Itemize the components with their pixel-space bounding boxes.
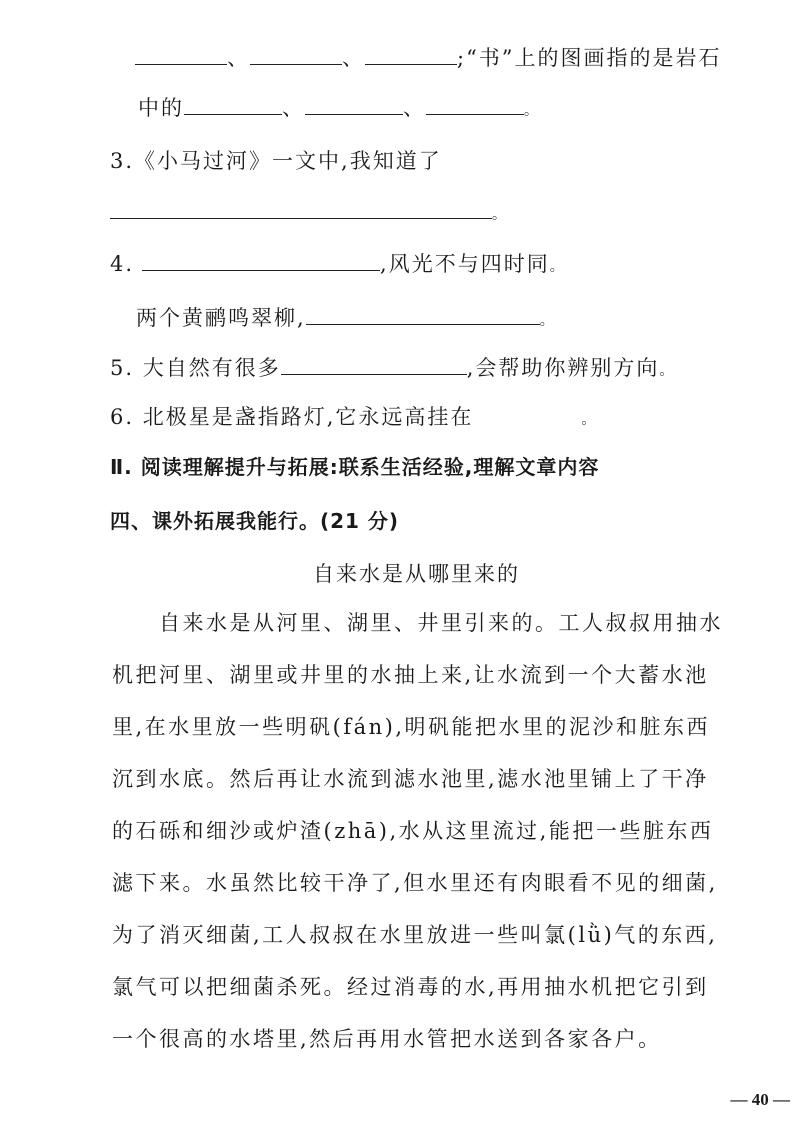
period: 。 (539, 313, 556, 329)
page-number: — 40 — (730, 1090, 790, 1109)
passage-line: 的石砾和细沙或炉渣(zhā),水从这里流过,能把一些脏东西 (112, 819, 714, 843)
question-2-line-2 (138, 92, 540, 126)
question-6 (110, 402, 597, 435)
answer-blank[interactable] (426, 92, 524, 115)
answer-blank[interactable] (110, 196, 492, 219)
passage-line: 为了消灭细菌,工人叔叔在水里放进一些叫氯(lǜ)气的东西, (112, 923, 718, 947)
separator: 、 (282, 96, 305, 120)
question-3 (110, 146, 442, 176)
question-text: ,会帮助你辨别方向 (466, 356, 660, 380)
question-text: 6. 北极星是盏指路灯,它永远高挂在 (110, 405, 474, 429)
question-text: 两个黄鹂鸣翠柳, (136, 306, 306, 330)
answer-blank[interactable] (305, 92, 403, 115)
separator: 、 (403, 96, 426, 120)
passage-body (112, 597, 732, 1065)
answer-blank[interactable] (142, 248, 380, 271)
period: 。 (492, 207, 508, 223)
passage-title: 自来水是从哪里来的 (313, 562, 520, 586)
answer-blank[interactable] (365, 42, 457, 65)
separator: 、 (342, 46, 365, 70)
question-4-line-2 (136, 302, 556, 336)
question-text: 5. 大自然有很多 (110, 356, 281, 380)
question-text: ,风光不与四时同 (380, 252, 550, 276)
answer-blank[interactable] (135, 42, 227, 65)
passage-line: 氯气可以把细菌杀死。经过消毒的水,再用抽水机把它引到 (112, 975, 709, 999)
section-ii-heading: Ⅱ. 阅读理解提升与拓展:联系生活经验,理解文章内容 (110, 455, 600, 479)
period: 。 (549, 259, 566, 275)
answer-blank[interactable] (306, 302, 540, 325)
question-3-answer-line (110, 196, 508, 230)
question-text: 3.《小马过河》一文中,我知道了 (110, 149, 442, 173)
answer-blank[interactable] (250, 42, 342, 65)
question-number: 4. (110, 252, 135, 276)
passage-line: 机把河里、湖里或井里的水抽上来,让水流到一个大蓄水池 (112, 663, 709, 687)
passage-line: 里,在水里放一些明矾(fán),明矾能把水里的泥沙和脏东西 (112, 715, 711, 739)
passage-line: 滤下来。水虽然比较干净了,但水里还有肉眼看不见的细菌, (112, 871, 718, 895)
section-four-heading: 四、课外拓展我能行。(21 分) (110, 509, 400, 533)
passage-line: 一个很高的水塔里,然后再用水管把水送到各家各户。 (112, 1027, 662, 1051)
question-5 (110, 352, 675, 386)
answer-blank[interactable] (281, 352, 467, 375)
question-2-line-1 (135, 42, 722, 73)
question-text: ;“书”上的图画指的是岩石 (457, 46, 722, 70)
passage-line: 自来水是从河里、湖里、井里引来的。工人叔叔用抽水 (112, 611, 723, 635)
period: 。 (581, 412, 598, 428)
answer-blank[interactable] (184, 92, 282, 115)
period: 。 (524, 103, 540, 119)
passage-line: 沉到水底。然后再让水流到滤水池里,滤水池里铺上了干净 (112, 767, 709, 791)
question-4 (110, 248, 566, 282)
question-text: 中的 (138, 96, 184, 120)
period: 。 (659, 363, 676, 379)
separator: 、 (227, 46, 250, 70)
